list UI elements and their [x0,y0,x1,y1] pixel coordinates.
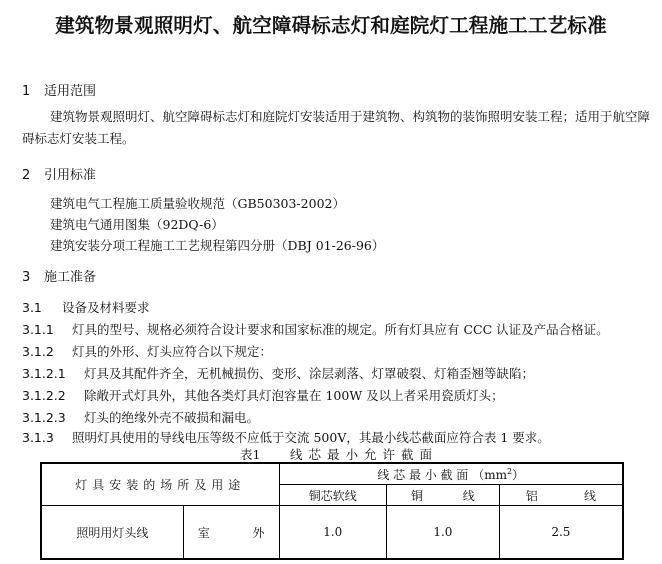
header-copper-wire: 铜 线 [386,485,499,506]
clause-number: 3.1.1 [22,322,54,337]
scope-paragraph: 建筑物景观照明灯、航空障碍标志灯和庭院灯安装适用于建筑物、构筑物的装饰照明安装工程；适用于航空障碍标志灯安装工程。 [22,109,651,146]
cell-place: 室 外 [183,506,279,560]
standard-item-2: 建筑电气通用图集（92DQ-6） [50,217,224,232]
clause-3-1-2-1 [22,364,534,382]
table-caption-title: 线芯最小允许截面 [290,447,439,462]
clause-3-1 [22,298,150,316]
table-row [41,506,623,560]
clause-text: 灯具的外形、灯头应符合以下规定： [72,344,273,359]
section-number: 1 [22,84,31,99]
section-number: 3 [22,270,31,285]
section-heading-1 [22,80,96,99]
clause-number: 3.1.2 [22,344,54,359]
table-caption-label: 表1 [240,447,261,462]
clause-number: 3.1.2.3 [22,410,66,425]
clause-text: 灯具的型号、规格必须符合设计要求和国家标准的规定。所有灯具应有 CCC 认证及产品合格证。 [72,322,609,337]
clause-3-1-3 [22,428,550,446]
clause-number: 3.1.3 [22,430,54,445]
section-heading-3 [22,266,96,285]
header-copper-soft-wire: 铜芯软线 [279,485,386,506]
cell-aluminum-value: 2.5 [499,506,623,560]
clause-text: 除敞开式灯具外，其他各类灯具灯泡容量在 100W 及以上者采用瓷质灯头； [84,388,504,403]
clause-text: 灯头的绝缘外壳不破损和漏电。 [84,410,260,425]
section-number: 2 [22,168,31,183]
clause-number: 3.1.2.1 [22,366,66,381]
clause-3-1-2 [22,342,272,360]
clause-text: 照明灯具使用的导线电压等级不应低于交流 500V，其最小线芯截面应符合表 1 要求。 [72,430,550,445]
clause-text: 灯具及其配件齐全，无机械损伤、变形、涂层剥落、灯罩破裂、灯箱歪翘等缺陷； [84,366,535,381]
section-title: 适用范围 [44,84,97,99]
section-title: 施工准备 [44,270,97,285]
header-min-cross-section: 线 芯 最 小 截 面 $(mm^2)$ [279,463,623,485]
clause-3-1-2-2 [22,386,504,404]
header-aluminum-wire: 铝 线 [499,485,623,506]
cell-copper-soft-value: 1.0 [279,506,386,560]
clause-3-1-1 [22,320,609,338]
standard-item-1: 建筑电气工程施工质量验收规范（GB50303-2002） [50,196,345,211]
standard-item-3: 建筑安装分项工程施工工艺规程第四分册（DBJ 01-26-96） [50,238,385,253]
clause-number: 3.1 [22,300,42,315]
section-title: 引用标准 [44,168,97,183]
clause-3-1-2-3 [22,408,259,426]
cell-use: 照明用灯头线 [41,506,183,560]
clause-text: 设备及材料要求 [62,300,150,315]
cell-copper-value: 1.0 [386,506,499,560]
cross-section-table [40,462,624,558]
document-title: 建筑物景观照明灯、航空障碍标志灯和庭院灯工程施工工艺标准 [55,14,607,37]
clause-number: 3.1.2.2 [22,388,66,403]
header-location-use: 灯具安装的场所及用途 [41,463,279,506]
section-heading-2 [22,164,96,183]
